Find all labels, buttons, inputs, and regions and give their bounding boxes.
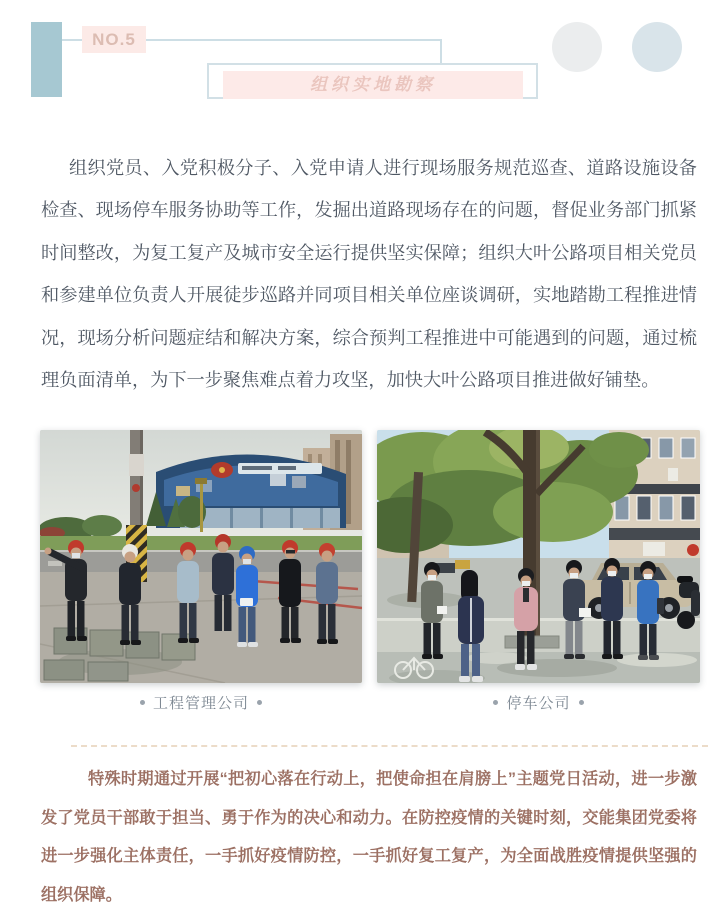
caption-dot — [140, 700, 145, 705]
caption-dot — [257, 700, 262, 705]
section-title: 组织实地勘察 — [223, 71, 523, 99]
connector-line-left — [62, 39, 82, 41]
photo-caption-left — [40, 692, 362, 713]
highlight-paragraph: 特殊时期通过开展“把初心落在行动上，把使命担在肩膀上”主题党日活动，进一步激发了党员干部敢于担当、勇于作为的决心和动力。在防控疫情的关键时刻，交能集团党委将进一步强化主体责任，一手抓好疫情防控，一手抓好复工复产，为全面战胜疫情提供坚强的组织保障。 — [41, 770, 697, 904]
decor-circle-gray — [552, 22, 602, 72]
teal-accent-bar — [31, 22, 62, 97]
connector-line-vertical — [440, 39, 442, 65]
caption-dot — [579, 700, 584, 705]
photo-street-survey — [377, 430, 700, 683]
connector-line-right — [146, 39, 442, 41]
caption-dot — [493, 700, 498, 705]
caption-text: 工程管理公司 — [152, 695, 249, 712]
figure-parking-company — [377, 430, 700, 713]
issue-number-badge: NO.5 — [82, 26, 146, 53]
photo-row — [40, 430, 700, 713]
decor-circle-blue — [632, 22, 682, 72]
photo-engineering-site — [40, 430, 362, 683]
article-paragraph: 组织党员、入党积极分子、入党申请人进行现场服务规范巡查、道路设施设备检查、现场停车服务协助等工作，发掘出道路现场存在的问题，督促业务部门抓紧时间整改，为复工复产及城市安全运行提供坚实保障；组织大叶公路项目相关党员和参建单位负责人开展徒步巡路并同项目相关单位座谈调研，实地踏勘工程推进情况，现场分析问题症结和解决方案，综合预判工程推进中可能遇到的问题，通过梳理负面清单，为下一步聚焦难点着力攻坚，加快大叶公路项目推进做好铺垫。 — [41, 158, 697, 391]
caption-text: 停车公司 — [506, 695, 571, 712]
photo-caption-right — [377, 692, 700, 713]
figure-engineering-company — [40, 430, 362, 713]
dashed-divider — [71, 745, 708, 747]
